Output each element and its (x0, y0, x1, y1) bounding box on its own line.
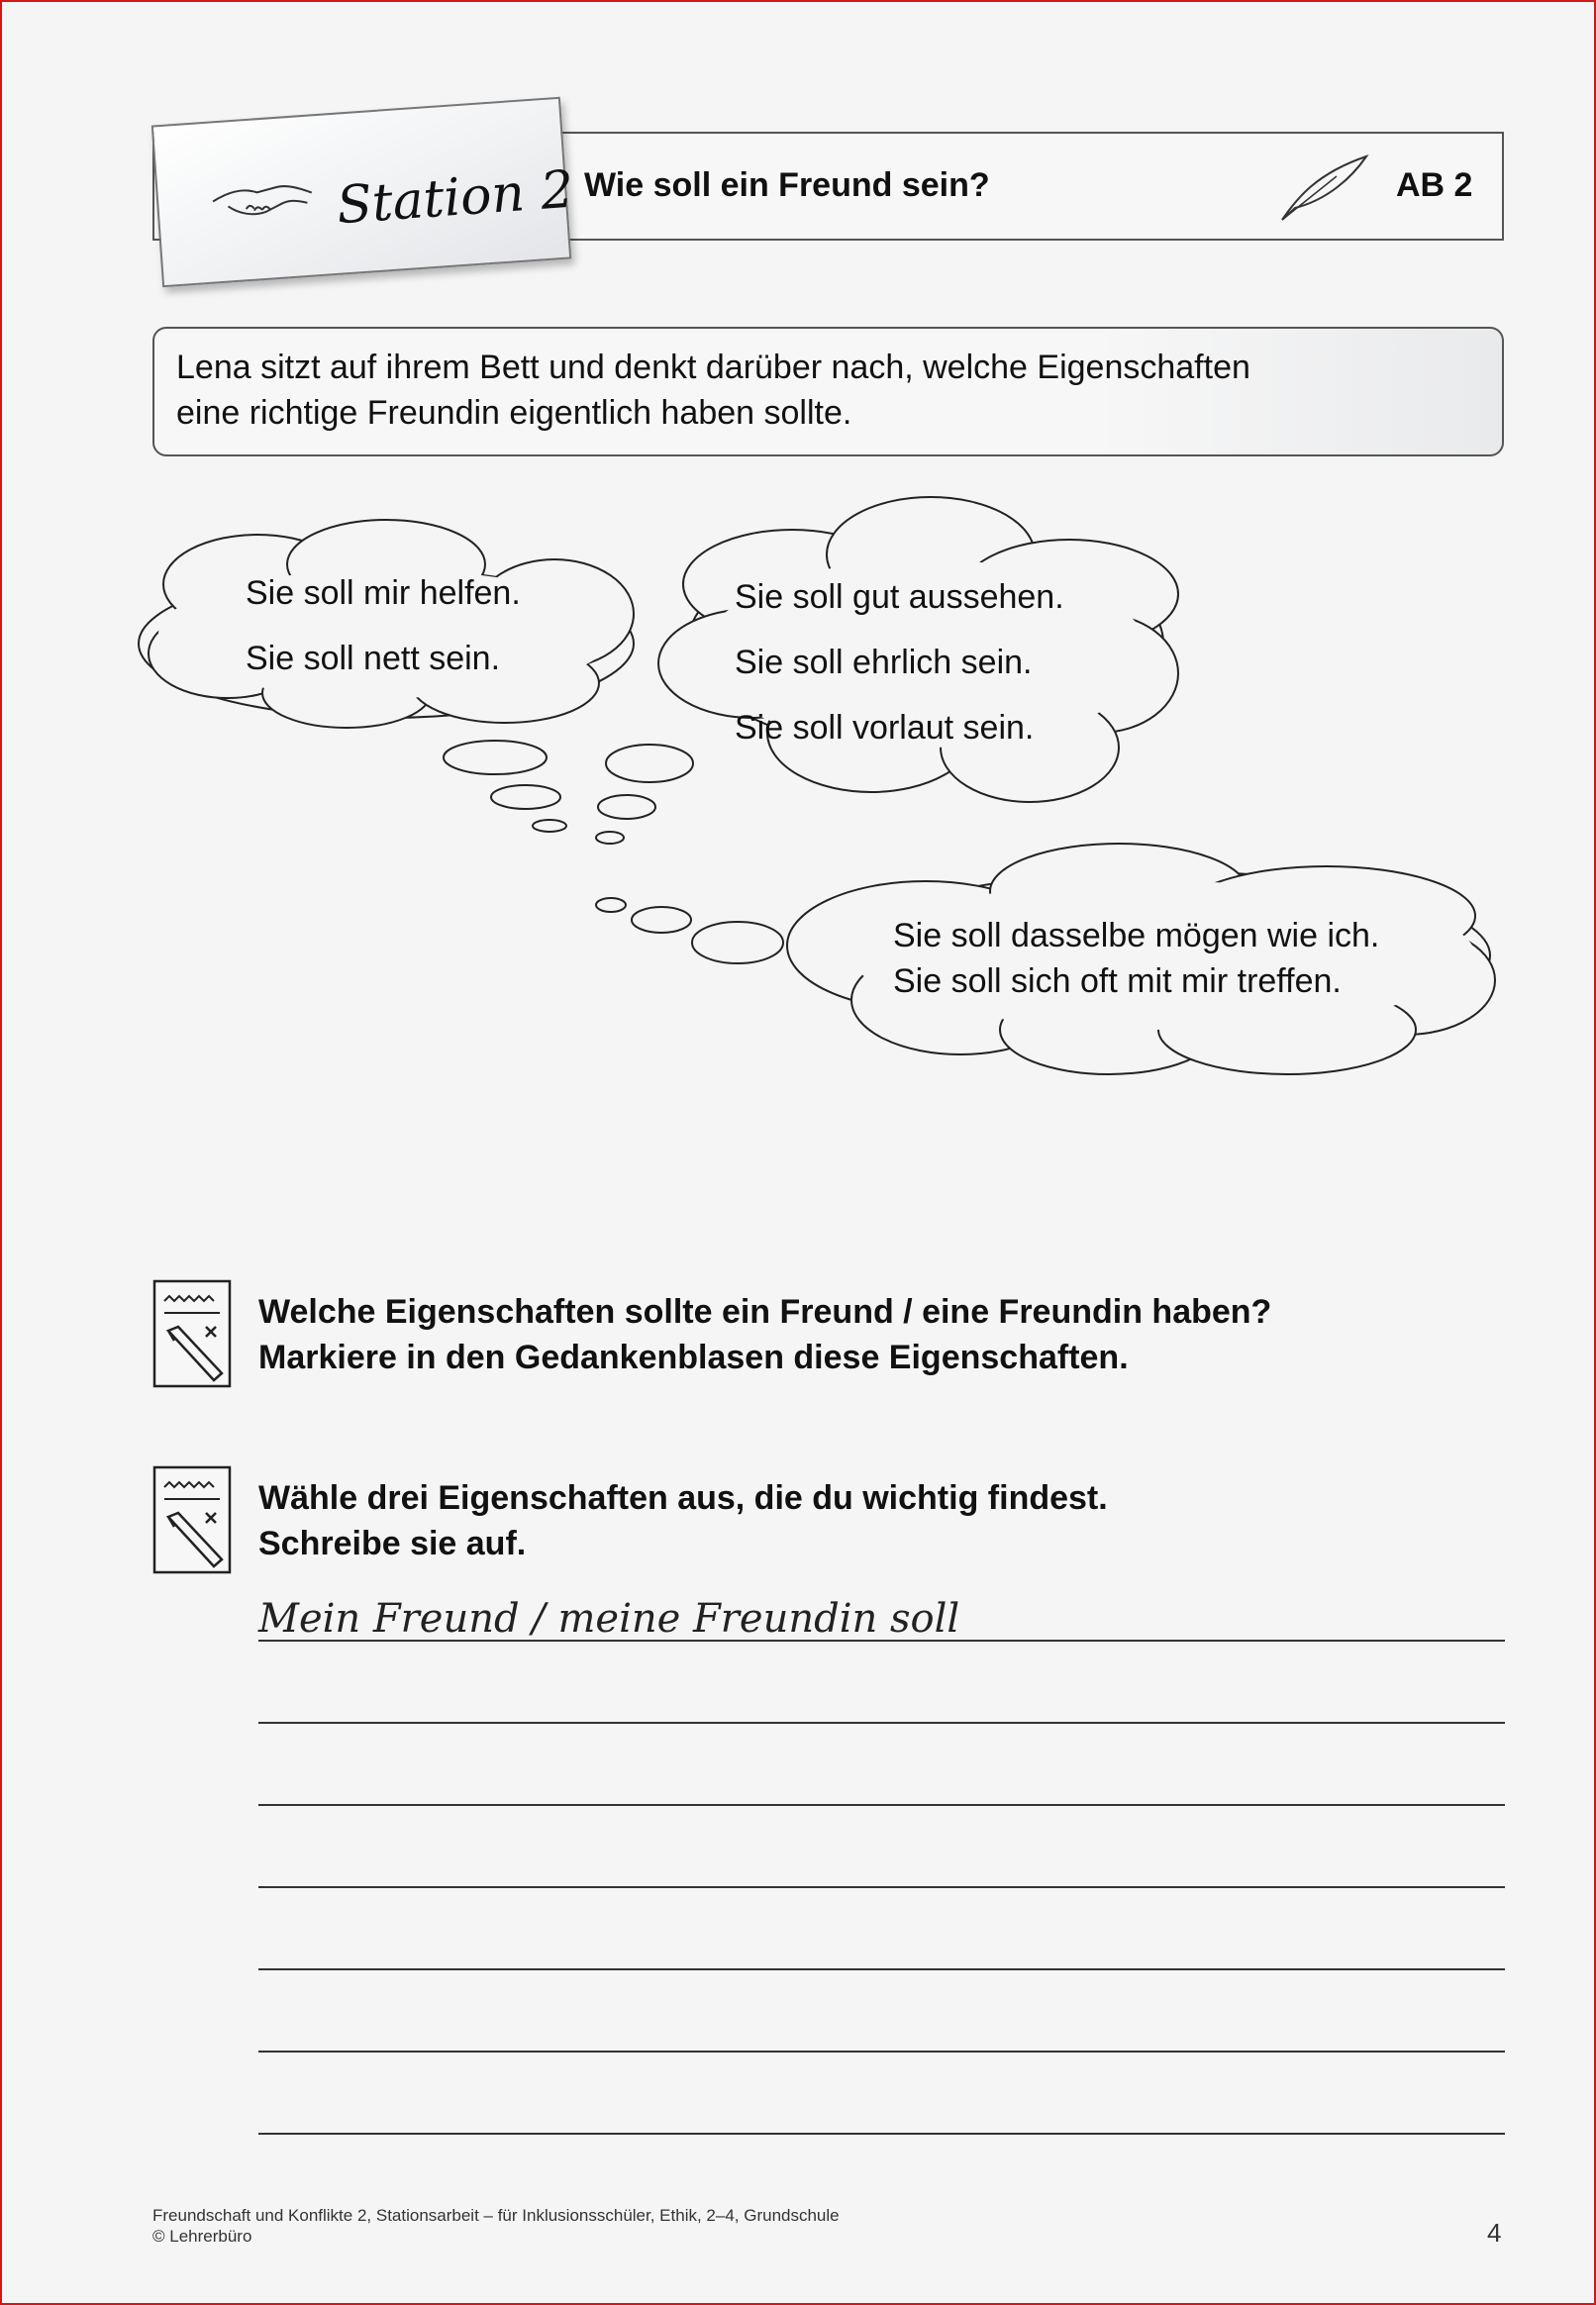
answer-line-7[interactable] (258, 2133, 1505, 2135)
bubble-1-line-2[interactable]: Sie soll nett sein. (246, 640, 501, 677)
writing-task-icon (152, 1465, 232, 1574)
writing-task-icon (152, 1279, 232, 1388)
bubble-3-line-1[interactable]: Sie soll dasselbe mögen wie ich. (893, 917, 1380, 954)
bubble-2-line-2[interactable]: Sie soll ehrlich sein. (735, 644, 1033, 681)
task-1-line-2: Markiere in den Gedankenblasen diese Eigenschaften. (258, 1339, 1129, 1376)
bubble-1-line-1[interactable]: Sie soll mir helfen. (246, 574, 521, 612)
task-1-line-1: Welche Eigenschaften sollte ein Freund / eine Freundin haben? (258, 1293, 1272, 1331)
bubble-3-line-2[interactable]: Sie soll sich oft mit mir treffen. (893, 962, 1342, 1000)
sheet-number: AB 2 (1396, 166, 1473, 204)
answer-line-1[interactable] (258, 1640, 1505, 1642)
answer-line-4[interactable] (258, 1886, 1505, 1888)
answer-line-5[interactable] (258, 1968, 1505, 1970)
task-2-line-1: Wähle drei Eigenschaften aus, die du wichtig findest. (258, 1479, 1108, 1517)
task-2-line-2: Schreibe sie auf. (258, 1525, 527, 1562)
intro-line-2: eine richtige Freundin eigentlich haben sollte. (176, 394, 852, 432)
thought-trail-3 (596, 898, 783, 963)
answer-line-6[interactable] (258, 2051, 1505, 2053)
answer-line-2[interactable] (258, 1722, 1505, 1724)
worksheet-title: Wie soll ein Freund sein? (584, 166, 990, 204)
footer-source: Freundschaft und Konflikte 2, Stationsarbeit – für Inklusionsschüler, Ethik, 2–4, Grundschule (152, 2206, 840, 2225)
thought-bubble-1 (139, 520, 634, 728)
footer-copyright: © Lehrerbüro (152, 2227, 252, 2246)
answer-line-3[interactable] (258, 1804, 1505, 1806)
thought-trail-2 (596, 745, 693, 844)
bubble-2-line-3[interactable]: Sie soll vorlaut sein. (735, 709, 1035, 747)
answer-prompt: Mein Freund / meine Freundin soll (258, 1596, 960, 1642)
station-label: Station 2 (335, 159, 576, 237)
bubble-2-line-1[interactable]: Sie soll gut aussehen. (735, 578, 1064, 616)
thought-bubble-3 (787, 844, 1495, 1074)
intro-line-1: Lena sitzt auf ihrem Bett und denkt darüber nach, welche Eigenschaften (176, 349, 1250, 386)
page-number: 4 (1487, 2218, 1502, 2248)
thought-trail-1 (444, 741, 566, 832)
